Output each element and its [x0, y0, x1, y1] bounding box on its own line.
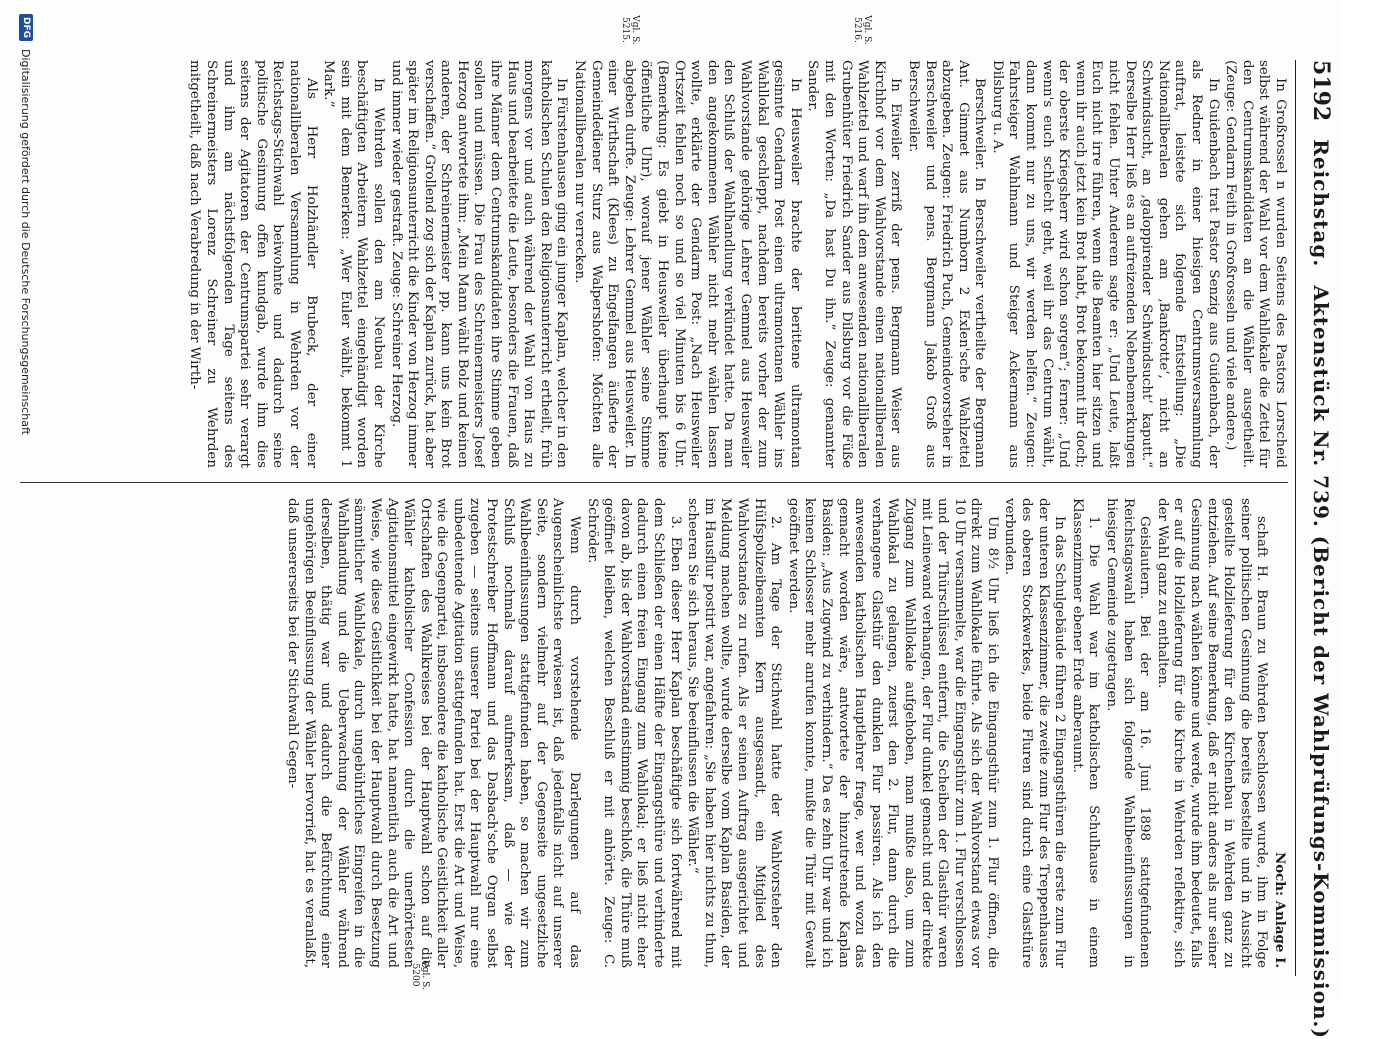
- margin-note: Vgl. S. 5215.: [620, 15, 640, 45]
- paragraph: In Heusweiler brachte der berittene ultramontan gesinnte Gendarm Post einen ultramontanen Wähler ins Wahllokal geschleppt, nachdem bereits vorher der zum Wahlvorstande gehörige Lehrer Gemmel aus Heusweiler den Schluß der Wahlhandlung verkündet hatte. Da man den angekommenen Wähler nicht mehr wählen lassen wollte, erklärte der Gendarm Post: „Nach Heusweiler Ortszeit fehlen noch so und so viel Minuten bis 6 Uhr. (Bemerkung: Es giebt in Heusweiler überhaupt keine öffentliche Uhr), worauf jener Wähler seine Stimme abgeben durfte. Zeuge: Lehrer Gemmel aus Heusweiler. In einer Wirthschaft (Klees) zu Engelfangen äußerte der Gemeindediener Sturz aus Walpershofen: Möchten alle Nationalliberalen nur verrecken.: [572, 60, 803, 468]
- digitization-credit: Digitalisierung gefördert durch die Deutsche Forschungsgemeinschaft: [19, 49, 33, 435]
- header-rule: [1295, 60, 1296, 976]
- document-title: Aktenstück Nr. 739. (Bericht der Wahlprüfungs-Kommission.): [1309, 285, 1333, 1039]
- paragraph: In Wehrden sollen den am Neubau der Kirche beschäftigten Arbeitern Wahlzettel eingehändigt worden sein mit dem Bemerken: „Wer Euler wählt, bekommt 1 Mark.“: [321, 60, 386, 468]
- paragraph: 2. Am Tage der Stichwahl hatte der Wahlvorsteher den Hülfspolizeibeamten Kern ausgesandt, ein Mitglied des Wahlvorstandes zu rufen. Als er seinen Auftrag ausgerichtet und Meldung machen wollte, wurde derselbe vom Kaplan Basiden, der im Hausflur postirt war, angefahren: „Sie haben hier nichts zu thun, scheeren Sie sich heraus, Sie beeinflussen die Wähler.“: [685, 498, 784, 968]
- right-column: [20, 498, 1288, 968]
- chamber-name: Reichstag.: [1309, 139, 1333, 268]
- paragraph: Als Herr Holzhändler Brubeck, der einer nationalliberalen Versammlung in Wehrden vor der Reichstags-Stichwahl beiwohnte und dadurch seine politische Gesinnung offen kundgab, wurde ihm dies seitens der Agitatoren der Centrumspartei sehr verargt und ihm am nächstfolgenden Tage seitens des Schreinermeisters Lorenz Schreiner zu Wehrden mitgetheilt, daß nach Verabredung in der Wirth-: [187, 60, 319, 468]
- paragraph: Wenn durch vorstehende Darlegungen auf das Augenscheinlichste erwiesen ist, daß jedenfalls nicht auf unserer Seite, sondern vielmehr auf der Gegenseite ungesetzliche Wahlbeeinflussungen stattgefunden haben, so machen wir zum Schluß nochmals darauf aufmerksam, daß — wie der Protestschreiber Hoffmann und das Dasbach'sche Organ selbst zugeben — seitens unserer Partei bei der Hauptwahl nur eine unbedeutende Agitation stattgefunden hat. Erst die Art und Weise, wie die Gegenpartei, insbesondere die katholische Geistlichkeit aller Ortschaften des Wahlkreises bei der Hauptwahl schon auf die Wähler katholischer Confession durch die unerhörtesten Agitationsmittel eingewirkt hatte, hat namentlich auch die Art und Weise, wie diese Geistlichkeit bei der Hauptwahl durch Besetzung sämmtlicher Wahllokale, durch ungebührliches Eingreifen in die Wahlhandlung und die Ueberwachung der Wähler während derselben, thätig war und dadurch die Befürchtung einer ungehörigen Beeinflussung der Wähler hervorrief, hat es veranlaßt, daß unsererseits bei der Stichwahl Gegen-: [284, 498, 583, 968]
- paragraph: In Eiweiler zerriß der pens. Bergmann Weiser aus Kirchhof vor dem Wahlvorstande einen nationalliberalen Wahlzettel und warf ihn dem anwesenden nationalliberalen Grubenhüter Friedrich Sander aus Dilsburg vor die Füße mit den Worten: „Da hast Du ihn.“ Zeuge: genannter Sander.: [805, 60, 904, 468]
- paragraph: 1. Die Wahl war im katholischen Schulhause in einem Klassenzimmer ebener Erde anberaumt.: [1069, 498, 1102, 968]
- paragraph: In Großrossel n wurden Seitens des Pastors Lorscheid selbst während der Wahl vor dem Wahllokale die Zettel für den Centrumskandidaten an die Wähler ausgetheilt. (Zeuge: Gendarm Feith in Großrosseln und viele andere.): [1223, 60, 1288, 468]
- paragraph: schaft H. Braun zu Wehrden beschlossen wurde, ihm in Folge seiner politischen Gesinnung die bereits bestellte und in Aussicht gestellte Holzlieferung für den Kirchenbau in Wehrden ganz zu entziehen. Auf seine Bemerkung, daß er nicht anders als nur seiner Gesinnung nach wählen könne und werde, wurde ihm bedeutet, falls er auf die Holzlieferung für die Kirche in Wehrden reflektire, sich der Wahl ganz zu enthalten.: [1154, 498, 1270, 968]
- column-divider: [20, 482, 1288, 483]
- paragraph: In Guidenbach trat Pastor Senzig aus Guidenbach, der als Redner in einer hiesigen Centrumsversammlung auftrat, leistete sich folgende Entstellung: „Die Nationalliberalen gehen am ‚Bankrotte‘, nicht an Schwindsucht, an ‚galoppirender Schwindsucht‘ kaputt.“ Derselbe Herr ließ es an aufreizenden Nebenbemerkungen nicht fehlen. Unter Anderem sagte er: „Und Leute, laßt Euch nicht irre führen, wenn die Beamten hier sitzen und wenn ihr auch jetzt kein Brot habt, Brot bekommt ihr doch; der oberste Kriegsherr wird schon sorgen“; ferner: „Und wenn's euch schlecht geht, weil ihr das Centrum wählt, dann kommt nur zu uns, wir werden helfen.“ Zeugen: Fahrsteiger Wahlmann und Steiger Ackermann aus Dilsburg u. A.: [989, 60, 1221, 468]
- page-header: [1298, 60, 1334, 1039]
- page-number: 5192: [1308, 60, 1334, 122]
- digitization-footer: [12, 14, 40, 435]
- paragraph: 3. Eben dieser Herr Kaplan beschäftigte sich fortwährend mit dem Schließen der einen Hälfte der Eingangsthüre und verhinderte dadurch einen freien Eingang zum Wahllokal; er ließ nicht eher davon ab, bis der Wahlvorstand einstimmig beschloß, die Thüre muß geöffnet bleiben, welchen Beschluß er mit anhörte. Zeuge: C. Schröder.: [584, 498, 683, 968]
- paragraph: In das Schulgebäude führen 2 Eingangsthüren die erste zum Flur der unteren Klassenzimmer, die zweite zum Flur des Treppenhauses des oberen Stockwerkes, beide Fluren sind durch eine Glasthüre verbunden.: [1002, 498, 1068, 968]
- margin-note: Vgl. S. 5200: [410, 960, 430, 990]
- margin-note: Vgl. S. 5216.: [852, 15, 872, 45]
- section-heading: Noch: Anlage I.: [1272, 851, 1288, 968]
- paragraph: Berschweiler. In Berschweiler vertheilte der Bergmann Ant. Gimmet aus Numborn 2 Exlen'sche Wahlzettel abzugeben. Zeugen: Friedrich Puch, Gemeindevorsteher in Berschweiler und pens. Bergmann Jakob Groß aus Berschweiler.: [905, 60, 988, 468]
- dfg-logo: DFG: [19, 14, 33, 41]
- paragraph: In Fürstenhausen ging ein junger Kaplan, welcher in den katholischen Schulen den Religionsunterricht ertheilt, früh morgens vor und auch während der Wahl von Haus zu Haus und bearbeitete die Leute, besonders die Frauen, daß ihre Männer dem Centrumskandidaten ihre Stimme geben sollen und müssen. Die Frau des Schreinermeisters Josef Herzog antwortete ihm: „Mein Mann wählt Bolz und keinen anderen, der Schreinermeister pp. kann uns kein Brot verschaffen.“ Grollend zog sich der Kaplan zurück, hat aber später im Religionsunterricht die Kinder von Herzog immer und immer wieder gestraft. Zeuge: Schreiner Herzog.: [388, 60, 570, 468]
- left-column: [20, 60, 1288, 468]
- paragraph: Geislautern. Bei der am 16. Juni 1898 stattgefundenen Reichstagswahl haben sich folgende Wahlbeeinflussungen in hiesiger Gemeinde zugetragen.: [1104, 498, 1153, 968]
- paragraph: Um 8½ Uhr ließ ich die Eingangsthür zum 1. Flur öffnen, die direkt zum Wahllokale führte. Als sich der Wahlvorstand etwas vor 10 Uhr versammelte, war die Eingangsthür zum 1. Flur verschlossen und der Thürschlüssel entfernt, die Scheiben der Glasthür waren mit Leinewand verhangen, der Flur dunkel gemacht und der direkte Zugang zum Wahllokale aufgehoben, man mußte also, um zum Wahllokal zu gelangen, zuerst den 2. Flur, dann durch die verhangene Glasthür den dunklen Flur passiren. Als ich den anwesenden katholischen Hauptlehrer frage, wer und wozu das gemacht worden wäre, antwortete der hinzutretende Kaplan Basiden: „Aus Zugwind zu verhindern.“ Da es zehn Uhr war und ich keinen Schlosser mehr anrufen konnte, mußte die Thür mit Gewalt geöffnet werden.: [785, 498, 1000, 968]
